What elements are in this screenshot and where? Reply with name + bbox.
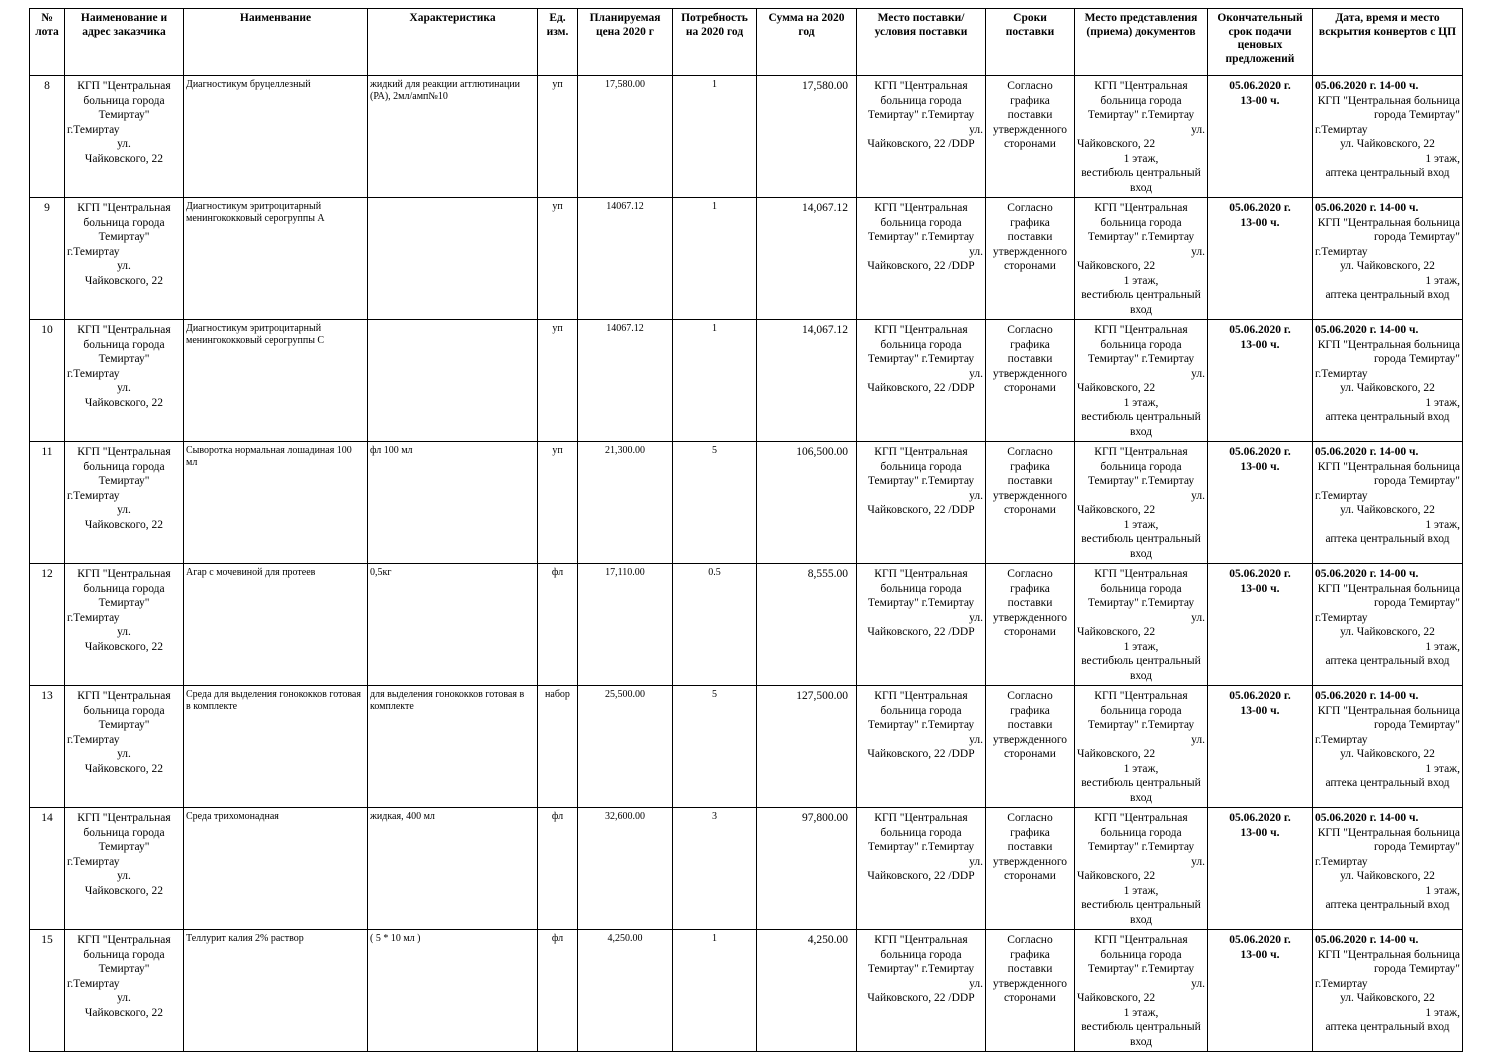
place-line-2: ул. <box>969 123 983 136</box>
sum-cell: 14,067.12 <box>757 320 857 442</box>
opening-line-2: КГП "Центральная больница города Темиртау" <box>1317 460 1460 487</box>
deadline-date: 05.06.2020 г. <box>1229 568 1291 580</box>
customer-house: Чайковского, 22 <box>84 274 164 287</box>
price-cell: 25,500.00 <box>578 686 673 808</box>
customer-cell <box>65 76 184 198</box>
qty-cell: 5 <box>673 442 757 564</box>
unit-cell: фл <box>538 808 578 930</box>
docs-line-4: 1 этаж, <box>1123 762 1159 775</box>
opening-line-2: КГП "Центральная больница города Темиртау" <box>1317 948 1460 975</box>
qty-cell: 1 <box>673 76 757 198</box>
price-cell: 32,600.00 <box>578 808 673 930</box>
terms-cell: Согласно графика поставки утвержденного сторонами <box>986 76 1075 198</box>
opening-line-4: ул. Чайковского, 22 <box>1340 870 1435 882</box>
opening-line-2: КГП "Центральная больница города Темиртау" <box>1317 582 1460 609</box>
lot-cell: 15 <box>30 930 65 1052</box>
docs-line-5: вестибюль центральный вход <box>1081 411 1201 438</box>
deadline-time: 13-00 ч. <box>1240 826 1280 839</box>
header-customer: Наименование и адрес заказчика <box>65 9 184 76</box>
customer-name: КГП "Центральная больница города Темиртау" <box>77 202 171 243</box>
docs-line-4: 1 этаж, <box>1123 518 1159 531</box>
docs-line-3: Чайковского, 22 <box>1077 138 1156 150</box>
spec-cell: ( 5 * 10 мл ) <box>368 930 538 1052</box>
place-line-3: Чайковского, 22 /DDP <box>867 992 975 1004</box>
customer-name: КГП "Центральная больница города Темиртау" <box>77 446 171 487</box>
lot-cell: 8 <box>30 76 65 198</box>
customer-city: г.Темиртау <box>67 367 120 380</box>
opening-line-2: КГП "Центральная больница города Темиртау" <box>1317 826 1460 853</box>
customer-street: ул. <box>117 504 131 516</box>
deadline-time: 13-00 ч. <box>1240 704 1280 717</box>
docs-line-3: Чайковского, 22 <box>1077 504 1156 516</box>
unit-cell: фл <box>538 564 578 686</box>
docs-line-5: вестибюль центральный вход <box>1081 655 1201 682</box>
docs-line-3: Чайковского, 22 <box>1077 870 1156 882</box>
docs-line-1: КГП "Центральная больница города Темиртау" г.Темиртау <box>1087 80 1195 121</box>
header-lot: № лота <box>30 9 65 76</box>
customer-cell <box>65 198 184 320</box>
docs-line-4: 1 этаж, <box>1123 152 1159 165</box>
customer-house: Чайковского, 22 <box>84 640 164 653</box>
price-cell: 17,580.00 <box>578 76 673 198</box>
place-line-2: ул. <box>969 855 983 868</box>
sum-cell: 14,067.12 <box>757 198 857 320</box>
docs-line-1: КГП "Центральная больница города Темиртау" г.Темиртау <box>1087 568 1195 609</box>
place-line-1: КГП "Центральная больница города Темиртау" г.Темиртау <box>867 446 975 487</box>
docs-line-4: 1 этаж, <box>1123 640 1159 653</box>
opening-cell <box>1313 808 1463 930</box>
customer-city: г.Темиртау <box>67 855 120 868</box>
customer-name: КГП "Центральная больница города Темиртау" <box>77 812 171 853</box>
place-cell <box>857 442 986 564</box>
opening-cell <box>1313 686 1463 808</box>
opening-line-5: 1 этаж, <box>1425 396 1460 409</box>
header-deadline: Окончательный срок подачи ценовых предложений <box>1208 9 1313 76</box>
opening-line-4: ул. Чайковского, 22 <box>1340 504 1435 516</box>
deadline-time: 13-00 ч. <box>1240 460 1280 473</box>
header-row <box>30 9 1463 76</box>
sum-cell: 8,555.00 <box>757 564 857 686</box>
header-price: Планируемая цена 2020 г <box>578 9 673 76</box>
opening-line-3: г.Темиртау <box>1315 367 1368 380</box>
price-cell: 17,110.00 <box>578 564 673 686</box>
name-cell: Теллурит калия 2% раствор <box>184 930 368 1052</box>
docs-line-5: вестибюль центральный вход <box>1081 899 1201 926</box>
deadline-time: 13-00 ч. <box>1240 948 1280 961</box>
customer-cell <box>65 320 184 442</box>
opening-line-6: аптека центральный вход <box>1325 655 1450 667</box>
docs-line-5: вестибюль центральный вход <box>1081 533 1201 560</box>
opening-datetime: 05.06.2020 г. 14-00 ч. <box>1315 202 1419 214</box>
customer-street: ул. <box>117 626 131 638</box>
deadline-date: 05.06.2020 г. <box>1229 324 1291 336</box>
opening-line-6: аптека центральный вход <box>1325 289 1450 301</box>
place-line-3: Чайковского, 22 /DDP <box>867 138 975 150</box>
customer-street: ул. <box>117 382 131 394</box>
spec-cell: жидкий для реакции агглютинации (РА), 2мл/амп№10 <box>368 76 538 198</box>
deadline-cell <box>1208 198 1313 320</box>
customer-house: Чайковского, 22 <box>84 884 164 897</box>
table-row <box>30 930 1463 1052</box>
qty-cell: 1 <box>673 320 757 442</box>
opening-line-4: ул. Чайковского, 22 <box>1340 138 1435 150</box>
customer-street: ул. <box>117 260 131 272</box>
place-line-1: КГП "Центральная больница города Темиртау" г.Темиртау <box>867 80 975 121</box>
customer-house: Чайковского, 22 <box>84 1006 164 1019</box>
opening-line-6: аптека центральный вход <box>1325 167 1450 179</box>
qty-cell: 5 <box>673 686 757 808</box>
table-row <box>30 320 1463 442</box>
place-line-2: ул. <box>969 367 983 380</box>
terms-cell: Согласно графика поставки утвержденного сторонами <box>986 564 1075 686</box>
unit-cell: уп <box>538 320 578 442</box>
docs-cell <box>1075 930 1208 1052</box>
customer-street: ул. <box>117 992 131 1004</box>
spec-cell: фл 100 мл <box>368 442 538 564</box>
sum-cell: 4,250.00 <box>757 930 857 1052</box>
spec-cell <box>368 198 538 320</box>
opening-datetime: 05.06.2020 г. 14-00 ч. <box>1315 812 1419 824</box>
docs-line-2: ул. <box>1191 733 1205 746</box>
docs-line-2: ул. <box>1191 855 1205 868</box>
place-line-3: Чайковского, 22 /DDP <box>867 748 975 760</box>
opening-line-3: г.Темиртау <box>1315 245 1368 258</box>
deadline-time: 13-00 ч. <box>1240 338 1280 351</box>
place-line-3: Чайковского, 22 /DDP <box>867 382 975 394</box>
customer-cell <box>65 442 184 564</box>
opening-line-6: аптека центральный вход <box>1325 777 1450 789</box>
customer-name: КГП "Центральная больница города Темиртау" <box>77 568 171 609</box>
name-cell: Диагностикум эритроцитарный менингококковый серогруппы С <box>184 320 368 442</box>
opening-datetime: 05.06.2020 г. 14-00 ч. <box>1315 690 1419 702</box>
customer-name: КГП "Центральная больница города Темиртау" <box>77 934 171 975</box>
table-row <box>30 76 1463 198</box>
docs-cell <box>1075 686 1208 808</box>
customer-house: Чайковского, 22 <box>84 518 164 531</box>
customer-name: КГП "Центральная больница города Темиртау" <box>77 324 171 365</box>
customer-city: г.Темиртау <box>67 977 120 990</box>
customer-name: КГП "Центральная больница города Темиртау" <box>77 690 171 731</box>
unit-cell: уп <box>538 442 578 564</box>
docs-cell <box>1075 198 1208 320</box>
docs-line-5: вестибюль центральный вход <box>1081 1021 1201 1048</box>
qty-cell: 1 <box>673 930 757 1052</box>
place-line-2: ул. <box>969 733 983 746</box>
qty-cell: 1 <box>673 198 757 320</box>
header-spec: Характеристика <box>368 9 538 76</box>
customer-house: Чайковского, 22 <box>84 762 164 775</box>
opening-line-4: ул. Чайковского, 22 <box>1340 382 1435 394</box>
deadline-cell <box>1208 930 1313 1052</box>
customer-city: г.Темиртау <box>67 123 120 136</box>
opening-line-2: КГП "Центральная больница города Темиртау" <box>1317 704 1460 731</box>
opening-line-3: г.Темиртау <box>1315 123 1368 136</box>
customer-house: Чайковского, 22 <box>84 396 164 409</box>
terms-cell: Согласно графика поставки утвержденного сторонами <box>986 808 1075 930</box>
lot-cell: 12 <box>30 564 65 686</box>
place-line-1: КГП "Центральная больница города Темиртау" г.Темиртау <box>867 812 975 853</box>
sum-cell: 127,500.00 <box>757 686 857 808</box>
unit-cell: фл <box>538 930 578 1052</box>
name-cell: Среда трихомонадная <box>184 808 368 930</box>
terms-cell: Согласно графика поставки утвержденного сторонами <box>986 442 1075 564</box>
deadline-cell <box>1208 320 1313 442</box>
place-cell <box>857 198 986 320</box>
docs-line-4: 1 этаж, <box>1123 1006 1159 1019</box>
opening-line-3: г.Темиртау <box>1315 733 1368 746</box>
qty-cell: 3 <box>673 808 757 930</box>
name-cell: Диагностикум эритроцитарный менингококковый серогруппы А <box>184 198 368 320</box>
deadline-date: 05.06.2020 г. <box>1229 202 1291 214</box>
place-line-3: Чайковского, 22 /DDP <box>867 626 975 638</box>
terms-cell: Согласно графика поставки утвержденного сторонами <box>986 320 1075 442</box>
table-row <box>30 564 1463 686</box>
terms-cell: Согласно графика поставки утвержденного сторонами <box>986 686 1075 808</box>
name-cell: Агар с мочевиной для протеев <box>184 564 368 686</box>
place-cell <box>857 930 986 1052</box>
customer-city: г.Темиртау <box>67 245 120 258</box>
customer-cell <box>65 686 184 808</box>
docs-cell <box>1075 76 1208 198</box>
deadline-cell <box>1208 808 1313 930</box>
docs-line-3: Чайковского, 22 <box>1077 748 1156 760</box>
docs-line-1: КГП "Центральная больница города Темиртау" г.Темиртау <box>1087 324 1195 365</box>
docs-cell <box>1075 320 1208 442</box>
docs-line-2: ул. <box>1191 611 1205 624</box>
lot-cell: 13 <box>30 686 65 808</box>
place-line-1: КГП "Центральная больница города Темиртау" г.Темиртау <box>867 324 975 365</box>
place-cell <box>857 320 986 442</box>
opening-cell <box>1313 320 1463 442</box>
opening-cell <box>1313 930 1463 1052</box>
opening-line-4: ул. Чайковского, 22 <box>1340 748 1435 760</box>
docs-line-1: КГП "Центральная больница города Темиртау" г.Темиртау <box>1087 446 1195 487</box>
price-cell: 14067.12 <box>578 198 673 320</box>
table-row <box>30 442 1463 564</box>
sum-cell: 17,580.00 <box>757 76 857 198</box>
docs-line-3: Чайковского, 22 <box>1077 260 1156 272</box>
place-cell <box>857 686 986 808</box>
place-line-3: Чайковского, 22 /DDP <box>867 260 975 272</box>
opening-line-5: 1 этаж, <box>1425 640 1460 653</box>
deadline-date: 05.06.2020 г. <box>1229 934 1291 946</box>
deadline-cell <box>1208 442 1313 564</box>
name-cell: Сыворотка нормальная лошадиная 100 мл <box>184 442 368 564</box>
header-unit: Ед. изм. <box>538 9 578 76</box>
customer-city: г.Темиртау <box>67 611 120 624</box>
opening-line-5: 1 этаж, <box>1425 518 1460 531</box>
opening-line-2: КГП "Центральная больница города Темиртау" <box>1317 338 1460 365</box>
customer-street: ул. <box>117 870 131 882</box>
unit-cell: уп <box>538 198 578 320</box>
deadline-time: 13-00 ч. <box>1240 94 1280 107</box>
opening-datetime: 05.06.2020 г. 14-00 ч. <box>1315 80 1419 92</box>
opening-datetime: 05.06.2020 г. 14-00 ч. <box>1315 934 1419 946</box>
name-cell: Диагностикум бруцеллезный <box>184 76 368 198</box>
docs-line-2: ул. <box>1191 123 1205 136</box>
docs-line-1: КГП "Центральная больница города Темиртау" г.Темиртау <box>1087 934 1195 975</box>
opening-line-3: г.Темиртау <box>1315 489 1368 502</box>
opening-line-6: аптека центральный вход <box>1325 899 1450 911</box>
lot-cell: 10 <box>30 320 65 442</box>
opening-line-6: аптека центральный вход <box>1325 411 1450 423</box>
opening-line-5: 1 этаж, <box>1425 1006 1460 1019</box>
table-row <box>30 686 1463 808</box>
customer-street: ул. <box>117 138 131 150</box>
header-opening: Дата, время и место вскрытия конвертов с ЦП <box>1313 9 1463 76</box>
qty-cell: 0.5 <box>673 564 757 686</box>
lot-cell: 11 <box>30 442 65 564</box>
price-cell: 14067.12 <box>578 320 673 442</box>
customer-street: ул. <box>117 748 131 760</box>
customer-cell <box>65 930 184 1052</box>
terms-cell: Согласно графика поставки утвержденного сторонами <box>986 198 1075 320</box>
price-cell: 21,300.00 <box>578 442 673 564</box>
opening-line-6: аптека центральный вход <box>1325 1021 1450 1033</box>
header-sum: Сумма на 2020 год <box>757 9 857 76</box>
unit-cell: уп <box>538 76 578 198</box>
opening-line-3: г.Темиртау <box>1315 611 1368 624</box>
place-line-3: Чайковского, 22 /DDP <box>867 870 975 882</box>
customer-house: Чайковского, 22 <box>84 152 164 165</box>
docs-line-4: 1 этаж, <box>1123 274 1159 287</box>
header-terms: Сроки поставки <box>986 9 1075 76</box>
opening-datetime: 05.06.2020 г. 14-00 ч. <box>1315 446 1419 458</box>
sum-cell: 106,500.00 <box>757 442 857 564</box>
docs-line-2: ул. <box>1191 367 1205 380</box>
place-line-2: ул. <box>969 611 983 624</box>
opening-cell <box>1313 564 1463 686</box>
opening-line-2: КГП "Центральная больница города Темиртау" <box>1317 216 1460 243</box>
docs-line-5: вестибюль центральный вход <box>1081 289 1201 316</box>
opening-line-5: 1 этаж, <box>1425 274 1460 287</box>
deadline-time: 13-00 ч. <box>1240 582 1280 595</box>
opening-datetime: 05.06.2020 г. 14-00 ч. <box>1315 324 1419 336</box>
deadline-date: 05.06.2020 г. <box>1229 812 1291 824</box>
place-line-2: ул. <box>969 489 983 502</box>
docs-line-3: Чайковского, 22 <box>1077 382 1156 394</box>
deadline-date: 05.06.2020 г. <box>1229 446 1291 458</box>
table-row <box>30 198 1463 320</box>
name-cell: Среда для выделения гонококков готовая в комплекте <box>184 686 368 808</box>
deadline-date: 05.06.2020 г. <box>1229 690 1291 702</box>
docs-line-3: Чайковского, 22 <box>1077 626 1156 638</box>
place-line-1: КГП "Центральная больница города Темиртау" г.Темиртау <box>867 202 975 243</box>
docs-line-2: ул. <box>1191 977 1205 990</box>
spec-cell: жидкая, 400 мл <box>368 808 538 930</box>
place-cell <box>857 808 986 930</box>
opening-cell <box>1313 198 1463 320</box>
docs-line-1: КГП "Центральная больница города Темиртау" г.Темиртау <box>1087 690 1195 731</box>
docs-line-5: вестибюль центральный вход <box>1081 167 1201 194</box>
docs-line-3: Чайковского, 22 <box>1077 992 1156 1004</box>
sum-cell: 97,800.00 <box>757 808 857 930</box>
place-line-2: ул. <box>969 977 983 990</box>
docs-line-5: вестибюль центральный вход <box>1081 777 1201 804</box>
opening-line-5: 1 этаж, <box>1425 884 1460 897</box>
header-qty: Потребность на 2020 год <box>673 9 757 76</box>
docs-line-2: ул. <box>1191 245 1205 258</box>
place-cell <box>857 564 986 686</box>
docs-line-4: 1 этаж, <box>1123 396 1159 409</box>
docs-line-1: КГП "Центральная больница города Темиртау" г.Темиртау <box>1087 812 1195 853</box>
deadline-cell <box>1208 564 1313 686</box>
opening-line-3: г.Темиртау <box>1315 855 1368 868</box>
lot-cell: 9 <box>30 198 65 320</box>
docs-line-2: ул. <box>1191 489 1205 502</box>
deadline-time: 13-00 ч. <box>1240 216 1280 229</box>
terms-cell: Согласно графика поставки утвержденного сторонами <box>986 930 1075 1052</box>
procurement-table <box>29 8 1463 1052</box>
customer-cell <box>65 808 184 930</box>
place-cell <box>857 76 986 198</box>
unit-cell: набор <box>538 686 578 808</box>
spec-cell: 0,5кг <box>368 564 538 686</box>
opening-datetime: 05.06.2020 г. 14-00 ч. <box>1315 568 1419 580</box>
opening-line-4: ул. Чайковского, 22 <box>1340 260 1435 272</box>
deadline-cell <box>1208 686 1313 808</box>
header-place: Место поставки/условия поставки <box>857 9 986 76</box>
opening-line-5: 1 этаж, <box>1425 762 1460 775</box>
header-docs: Место представления (приема) документов <box>1075 9 1208 76</box>
docs-cell <box>1075 808 1208 930</box>
opening-cell <box>1313 76 1463 198</box>
opening-line-3: г.Темиртау <box>1315 977 1368 990</box>
table-row <box>30 808 1463 930</box>
deadline-date: 05.06.2020 г. <box>1229 80 1291 92</box>
customer-city: г.Темиртау <box>67 489 120 502</box>
opening-line-5: 1 этаж, <box>1425 152 1460 165</box>
opening-line-6: аптека центральный вход <box>1325 533 1450 545</box>
place-line-3: Чайковского, 22 /DDP <box>867 504 975 516</box>
deadline-cell <box>1208 76 1313 198</box>
docs-cell <box>1075 442 1208 564</box>
lot-cell: 14 <box>30 808 65 930</box>
place-line-1: КГП "Центральная больница города Темиртау" г.Темиртау <box>867 934 975 975</box>
customer-city: г.Темиртау <box>67 733 120 746</box>
place-line-2: ул. <box>969 245 983 258</box>
header-name: Наименвание <box>184 9 368 76</box>
opening-cell <box>1313 442 1463 564</box>
docs-line-4: 1 этаж, <box>1123 884 1159 897</box>
place-line-1: КГП "Центральная больница города Темиртау" г.Темиртау <box>867 568 975 609</box>
spec-cell <box>368 320 538 442</box>
customer-name: КГП "Центральная больница города Темиртау" <box>77 80 171 121</box>
price-cell: 4,250.00 <box>578 930 673 1052</box>
place-line-1: КГП "Центральная больница города Темиртау" г.Темиртау <box>867 690 975 731</box>
opening-line-4: ул. Чайковского, 22 <box>1340 992 1435 1004</box>
opening-line-2: КГП "Центральная больница города Темиртау" <box>1317 94 1460 121</box>
spec-cell: для выделения гонококков готовая в комплекте <box>368 686 538 808</box>
docs-line-1: КГП "Центральная больница города Темиртау" г.Темиртау <box>1087 202 1195 243</box>
customer-cell <box>65 564 184 686</box>
docs-cell <box>1075 564 1208 686</box>
opening-line-4: ул. Чайковского, 22 <box>1340 626 1435 638</box>
